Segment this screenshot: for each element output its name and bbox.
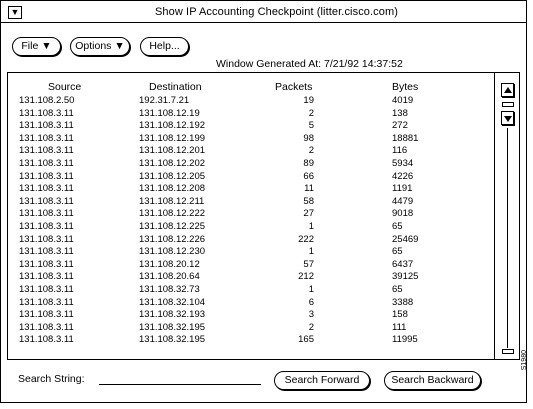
cell-destination: 131.108.32.195 [139,321,206,333]
cell-packets: 165 [298,334,314,346]
table-row[interactable] [8,196,494,209]
cell-packets: 2 [308,321,314,333]
cell-destination: 131.108.32.195 [139,334,206,346]
cell-packets: 212 [298,271,314,283]
table-row[interactable] [8,259,494,272]
cell-packets: 89 [303,157,314,169]
table-row[interactable] [8,183,494,196]
cell-packets: 1 [308,246,314,258]
cell-destination: 131.108.12.211 [139,195,205,207]
cell-packets: 98 [303,132,314,144]
table-row[interactable] [8,158,494,171]
table-row[interactable] [8,234,494,247]
header-bytes: Bytes [392,81,419,93]
cell-source: 131.108.3.11 [19,271,74,283]
cell-packets: 1 [308,220,314,232]
cell-packets: 2 [308,145,314,157]
table-row[interactable] [8,322,494,335]
table-row[interactable] [8,271,494,284]
cell-bytes: 25469 [392,233,419,245]
cell-bytes: 111 [392,321,407,333]
cell-bytes: 9018 [392,208,414,220]
cell-destination: 131.108.12.230 [139,246,206,258]
options-menu-button[interactable]: Options ▼ [70,37,130,56]
cell-source: 131.108.2.50 [19,95,75,106]
cell-source: 131.108.3.11 [19,233,74,245]
cell-bytes: 39125 [392,271,419,283]
cell-destination: 131.108.12.226 [139,233,206,245]
vertical-scrollbar[interactable] [496,73,519,359]
cell-packets: 6 [308,296,314,308]
table-row[interactable] [8,284,494,297]
cell-destination: 131.108.12.19 [139,107,200,119]
cell-source: 131.108.3.11 [19,246,74,258]
cell-bytes: 6437 [392,258,414,270]
cell-packets: 5 [308,120,314,132]
search-backward-button[interactable]: Search Backward [384,371,481,390]
cell-packets: 66 [303,170,314,182]
scroll-down-arrow-icon[interactable] [501,111,514,125]
cell-source: 131.108.3.11 [19,157,74,169]
table-row[interactable] [8,133,494,146]
cell-destination: 131.108.12.192 [139,120,206,132]
cell-bytes: 4019 [392,95,414,106]
table-row[interactable] [8,208,494,221]
cell-source: 131.108.3.11 [19,220,74,232]
cell-source: 131.108.3.11 [19,208,74,220]
table-row[interactable] [8,297,494,310]
header-packets: Packets [275,81,313,93]
cell-destination: 131.108.12.202 [139,157,206,169]
header-source: Source [48,81,82,93]
cell-bytes: 18881 [392,132,419,144]
cell-source: 131.108.3.11 [19,107,74,119]
header-destination: Destination [149,81,202,93]
cell-source: 131.108.3.11 [19,309,74,321]
cell-packets: 3 [308,309,314,321]
cell-destination: 131.108.12.199 [139,132,206,144]
table-row[interactable] [8,221,494,234]
cell-destination: 131.108.12.222 [139,208,206,220]
table-row[interactable] [8,171,494,184]
table-row[interactable] [8,108,494,121]
cell-destination: 131.108.12.205 [139,170,206,182]
cell-source: 131.108.3.11 [19,195,74,207]
cell-bytes: 65 [392,283,403,295]
accounting-list [7,72,520,360]
scroll-up-arrow-icon[interactable] [501,83,514,97]
cell-packets: 58 [303,195,314,207]
cell-destination: 192.31.7.21 [139,95,190,106]
cell-destination: 131.108.32.104 [139,296,206,308]
cell-destination: 131.108.20.12 [139,258,200,270]
cell-bytes: 1191 [392,183,413,195]
cell-source: 131.108.3.11 [19,258,74,270]
figure-code: S1980 [521,350,528,371]
cell-source: 131.108.3.11 [19,283,74,295]
cell-bytes: 116 [392,145,408,157]
cell-source: 131.108.3.11 [19,183,74,195]
file-menu-button[interactable]: File ▼ [12,37,61,56]
table-row[interactable] [8,309,494,322]
scroll-bottom-anchor[interactable] [502,349,514,354]
cell-source: 131.108.3.11 [19,321,74,333]
search-input[interactable] [99,372,261,385]
cell-packets: 27 [303,208,314,220]
cell-bytes: 158 [392,309,408,321]
cell-source: 131.108.3.11 [19,120,74,132]
cell-source: 131.108.3.11 [19,296,74,308]
cell-destination: 131.108.32.193 [139,309,206,321]
cell-destination: 131.108.12.225 [139,220,206,232]
cell-packets: 2 [308,107,314,119]
cell-bytes: 4479 [392,195,414,207]
table-row[interactable] [8,246,494,259]
table-row[interactable] [8,120,494,133]
generated-timestamp: Window Generated At: 7/21/92 14:37:52 [216,58,403,70]
cell-destination: 131.108.20.64 [139,271,200,283]
cell-destination: 131.108.32.73 [139,283,200,295]
cell-bytes: 138 [392,107,408,119]
table-row[interactable] [8,334,494,347]
cell-source: 131.108.3.11 [19,334,74,346]
cell-source: 131.108.3.11 [19,145,74,157]
cell-bytes: 65 [392,220,403,232]
cell-bytes: 272 [392,120,408,132]
cell-bytes: 3388 [392,296,414,308]
cell-packets: 19 [303,95,314,106]
cell-source: 131.108.3.11 [19,132,74,144]
cell-bytes: 11995 [392,334,418,346]
table-row[interactable] [8,95,494,108]
help-button[interactable]: Help... [140,37,189,56]
cell-bytes: 4226 [392,170,414,182]
window-menu-icon: ▼ [10,7,20,17]
search-label: Search String: [18,373,85,385]
list-content[interactable] [8,73,495,359]
cell-packets: 57 [303,258,314,270]
cell-destination: 131.108.12.201 [139,145,206,157]
cell-bytes: 65 [392,246,403,258]
title-bar [1,1,526,23]
table-rows [8,95,494,347]
scroll-track[interactable] [507,128,508,348]
cell-source: 131.108.3.11 [19,170,74,182]
cell-destination: 131.108.12.208 [139,183,206,195]
search-forward-button[interactable]: Search Forward [274,371,370,390]
scroll-top-anchor[interactable] [502,102,514,107]
cell-packets: 1 [308,283,314,295]
window-title: Show IP Accounting Checkpoint (litter.cisco.com) [154,6,399,18]
cell-packets: 222 [298,233,314,245]
window-menu-button[interactable] [8,6,22,19]
cell-bytes: 5934 [392,157,414,169]
cell-packets: 11 [304,183,314,195]
table-row[interactable] [8,145,494,158]
